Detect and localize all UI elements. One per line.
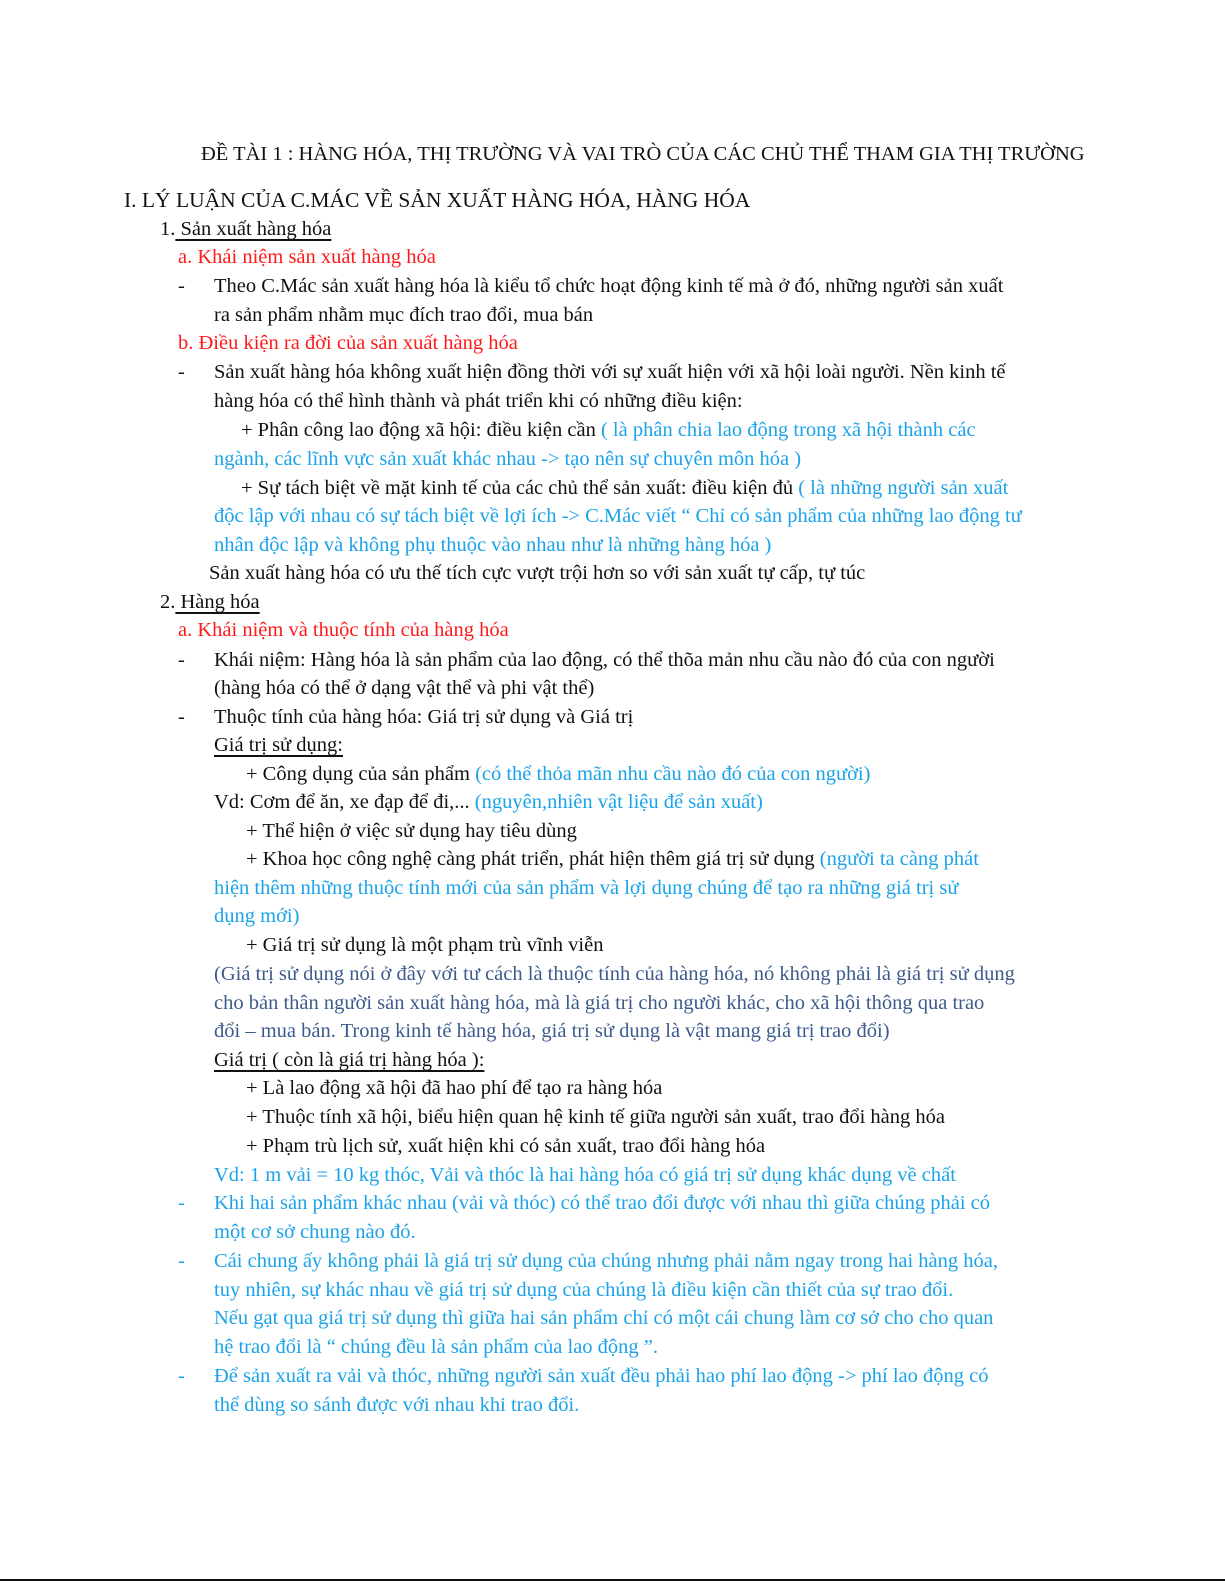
subsection-number: 1. bbox=[160, 218, 176, 240]
conclusion-line: Sản xuất hàng hóa có ưu thế tích cực vượt trội hơn so với sản xuất tự cấp, tự túc bbox=[209, 562, 866, 584]
dash-bullet: - bbox=[178, 1365, 185, 1387]
condition-2 bbox=[241, 478, 1008, 499]
example-line bbox=[214, 792, 763, 813]
point-note: (người ta càng phát bbox=[819, 848, 979, 870]
condition-text: + Phân công lao động xã hội: điều kiện cần bbox=[241, 419, 601, 441]
dash-bullet: - bbox=[178, 1192, 185, 1214]
document-title: ĐỀ TÀI 1 : HÀNG HÓA, THỊ TRƯỜNG VÀ VAI TRÒ CỦA CÁC CHỦ THỂ THAM GIA THỊ TRƯỜNG bbox=[201, 143, 1085, 165]
use-value-point: + Thể hiện ở việc sử dụng hay tiêu dùng bbox=[246, 820, 577, 842]
value-point: + Là lao động xã hội đã hao phí để tạo ra hàng hóa bbox=[246, 1077, 663, 1099]
point-note: (có thể thỏa mãn nhu cầu nào đó của con người) bbox=[475, 763, 871, 785]
dash-bullet: - bbox=[178, 361, 185, 383]
subsection-number: 2. bbox=[160, 591, 176, 613]
paragraph-line: Nếu gạt qua giá trị sử dụng thì giữa hai sản phẩm chỉ có một cái chung làm cơ sở cho cho quan bbox=[214, 1307, 994, 1329]
condition-1 bbox=[241, 420, 976, 441]
condition-note: ( là những người sản xuất bbox=[798, 477, 1009, 499]
dash-bullet: - bbox=[178, 1250, 185, 1272]
item-2a-heading: a. Khái niệm và thuộc tính của hàng hóa bbox=[178, 619, 509, 641]
subsection-title: Sản xuất hàng hóa bbox=[175, 218, 332, 240]
paragraph-line: Cái chung ấy không phải là giá trị sử dụng của chúng nhưng phải nằm ngay trong hai hàng hóa, bbox=[214, 1250, 998, 1272]
condition-text: + Sự tách biệt về mặt kinh tế của các chủ thể sản xuất: điều kiện đủ bbox=[241, 477, 799, 499]
point-text: + Khoa học công nghệ càng phát triển, phát hiện thêm giá trị sử dụng bbox=[246, 848, 820, 870]
paragraph-line: Theo C.Mác sản xuất hàng hóa là kiểu tổ chức hoạt động kinh tế mà ở đó, những người sản xuất bbox=[214, 275, 1004, 297]
paragraph-line: hệ trao đổi là “ chúng đều là sản phẩm của lao động ”. bbox=[214, 1336, 659, 1358]
point-text: + Công dụng của sản phẩm bbox=[246, 763, 476, 785]
section-heading-i: I. LÝ LUẬN CỦA C.MÁC VỀ SẢN XUẤT HÀNG HÓA, HÀNG HÓA bbox=[124, 188, 751, 212]
paragraph-line: thể dùng so sánh được với nhau khi trao đổi. bbox=[214, 1394, 580, 1416]
paragraph-line: hàng hóa có thể hình thành và phát triển khi có những điều kiện: bbox=[214, 390, 743, 412]
dash-bullet: - bbox=[178, 275, 185, 297]
item-1b-heading: b. Điều kiện ra đời của sản xuất hàng hóa bbox=[178, 332, 518, 354]
paragraph-line: ra sản phẩm nhằm mục đích trao đổi, mua bán bbox=[214, 304, 594, 326]
subsection-1 bbox=[160, 219, 331, 240]
value-point: + Phạm trù lịch sử, xuất hiện khi có sản xuất, trao đổi hàng hóa bbox=[246, 1135, 766, 1157]
use-value-note-line: cho bản thân người sản xuất hàng hóa, mà là giá trị cho người khác, cho xã hội thông qua trao bbox=[214, 992, 985, 1014]
paragraph-line: một cơ sở chung nào đó. bbox=[214, 1221, 416, 1243]
paragraph-line: Khái niệm: Hàng hóa là sản phẩm của lao động, có thể thõa mản nhu cầu nào đó của con người bbox=[214, 649, 995, 671]
use-value-point: + Giá trị sử dụng là một phạm trù vĩnh viễn bbox=[246, 934, 604, 956]
dash-bullet: - bbox=[178, 706, 185, 728]
use-value-note-line: (Giá trị sử dụng nói ở đây với tư cách là thuộc tính của hàng hóa, nó không phải là giá trị sử dụng bbox=[214, 963, 1015, 985]
condition-note: ( là phân chia lao động trong xã hội thành các bbox=[600, 419, 976, 441]
paragraph-line: Sản xuất hàng hóa không xuất hiện đồng thời với sự xuất hiện với xã hội loài người. Nền kinh tế bbox=[214, 361, 1006, 383]
page-bottom-border bbox=[0, 1579, 1225, 1581]
item-1a-heading: a. Khái niệm sản xuất hàng hóa bbox=[178, 246, 436, 268]
point-note-line: dụng mới) bbox=[214, 905, 300, 927]
use-value-point bbox=[246, 764, 870, 785]
subsection-title: Hàng hóa bbox=[175, 591, 260, 613]
paragraph-line: Để sản xuất ra vải và thóc, những người sản xuất đều phải hao phí lao động -> phí lao động có bbox=[214, 1365, 989, 1387]
use-value-note-line: đổi – mua bán. Trong kinh tế hàng hóa, giá trị sử dụng là vật mang giá trị trao đổi) bbox=[214, 1020, 890, 1042]
dash-bullet: - bbox=[178, 649, 185, 671]
paragraph-line: Thuộc tính của hàng hóa: Giá trị sử dụng và Giá trị bbox=[214, 706, 634, 728]
value-point: + Thuộc tính xã hội, biểu hiện quan hệ kinh tế giữa người sản xuất, trao đổi hàng hóa bbox=[246, 1106, 945, 1128]
example-note: (nguyên,nhiên vật liệu để sản xuất) bbox=[474, 791, 763, 813]
subsection-2 bbox=[160, 592, 260, 613]
example-line: Vd: 1 m vải = 10 kg thóc, Vải và thóc là hai hàng hóa có giá trị sử dụng khác dụng về chất bbox=[214, 1164, 956, 1186]
example-text: Vd: Cơm để ăn, xe đạp để đi,... bbox=[214, 791, 475, 813]
condition-note-line: ngành, các lĩnh vực sản xuất khác nhau -> tạo nên sự chuyên môn hóa ) bbox=[214, 448, 802, 470]
point-note-line: hiện thêm những thuộc tính mới của sản phẩm và lợi dụng chúng để tạo ra những giá trị sử bbox=[214, 877, 959, 899]
value-heading: Giá trị ( còn là giá trị hàng hóa ): bbox=[214, 1049, 485, 1071]
condition-note-line: độc lập với nhau có sự tách biệt về lợi ích -> C.Mác viết “ Chỉ có sản phẩm của những lao động tư bbox=[214, 505, 1022, 527]
paragraph-line: (hàng hóa có thể ở dạng vật thể và phi vật thể) bbox=[214, 677, 595, 699]
use-value-point bbox=[246, 849, 979, 870]
paragraph-line: Khi hai sản phẩm khác nhau (vải và thóc) có thể trao đổi được với nhau thì giữa chúng phải có bbox=[214, 1192, 990, 1214]
paragraph-line: tuy nhiên, sự khác nhau về giá trị sử dụng của chúng là điều kiện cần thiết của sự trao đổi. bbox=[214, 1279, 954, 1301]
use-value-heading: Giá trị sử dụng: bbox=[214, 734, 343, 756]
condition-note-line: nhân độc lập và không phụ thuộc vào nhau như là những hàng hóa ) bbox=[214, 534, 772, 556]
